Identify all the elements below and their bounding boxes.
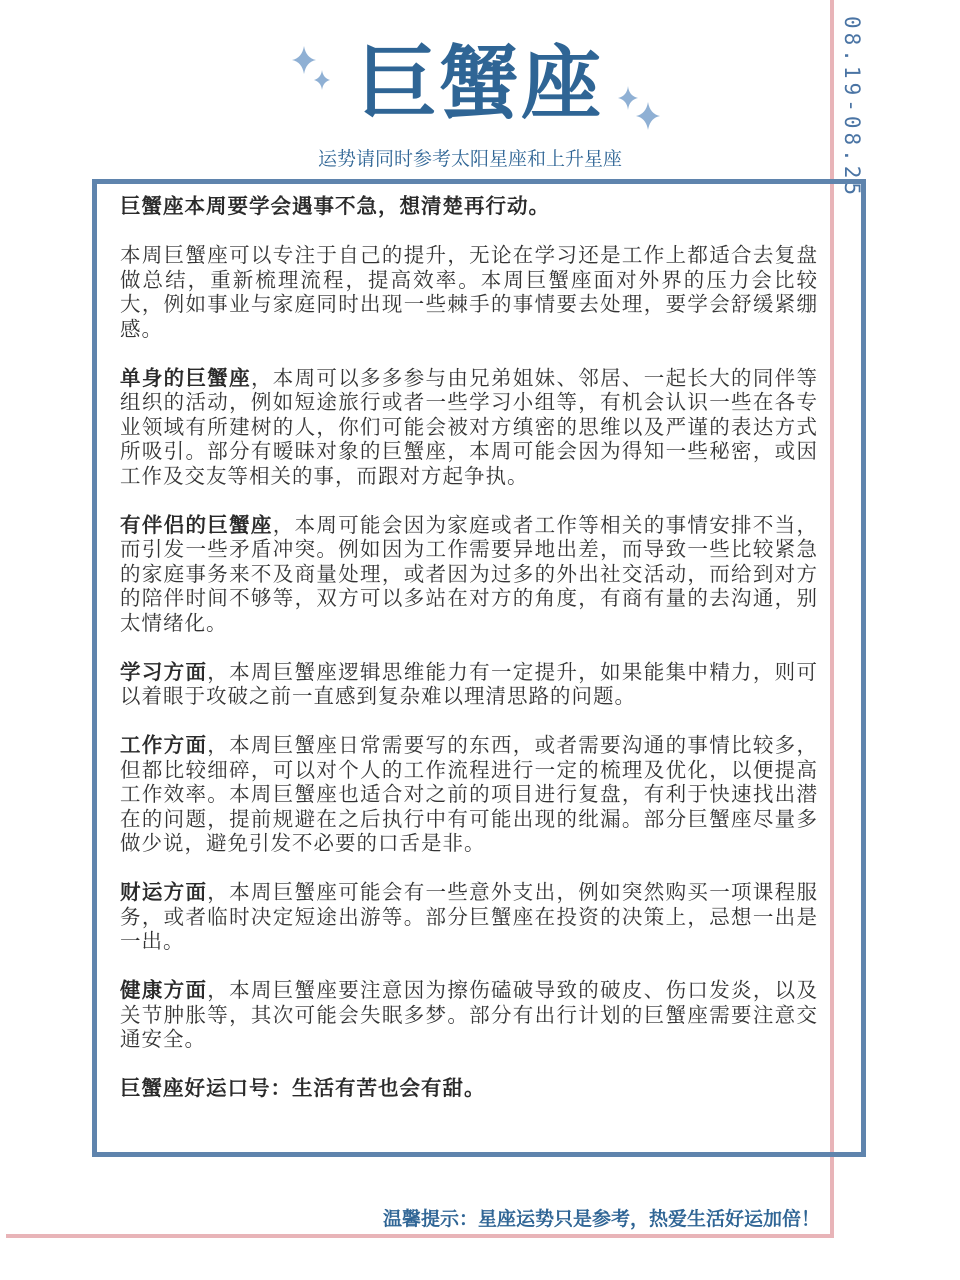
- section-text: ，本周可能会因为家庭或者工作等相关的事情安排不当，而引发一些矛盾冲突。例如因为工作需要异地出差，而导致一些比较紧急的家庭事务来不及商量处理，或者因为过多的外出社交活动，而给到对方的陪伴时间不够等，双方可以多站在对方的角度，有商有量的去沟通，别太情绪化。: [120, 512, 819, 635]
- section-paragraph: [120, 660, 818, 709]
- section-paragraph: [120, 733, 818, 856]
- section-label: 健康方面: [120, 978, 208, 1002]
- section-label: 学习方面: [120, 659, 208, 684]
- horoscope-body: [120, 194, 818, 1125]
- page-title: 巨蟹座: [357, 37, 603, 130]
- section-label: 单身的巨蟹座: [120, 365, 251, 390]
- section-text: ，本周巨蟹座要注意因为擦伤磕破导致的破皮、伤口发炎，以及关节肿胀等，其次可能会失眠多梦。部分有出行计划的巨蟹座需要注意交通安全。: [120, 978, 819, 1051]
- footer-tip: 温馨提示：星座运势只是参考，热爱生活好运加倍！: [382, 1208, 820, 1230]
- headline: 巨蟹座本周要学会遇事不急，想清楚再行动。: [120, 194, 550, 218]
- section-label: 财运方面: [120, 880, 208, 904]
- section-text: ，本周巨蟹座可能会有一些意外支出，例如突然购买一项课程服务，或者临时决定短途出游等。部分巨蟹座在投资的决策上，忌想一出是一出。: [120, 880, 819, 953]
- pink-horizontal-line: [6, 1234, 834, 1238]
- section-text: ，本周巨蟹座日常需要写的东西，或者需要沟通的事情比较多，但都比较细碎，可以对个人的工作流程进行一定的梳理及优化，以便提高工作效率。本周巨蟹座也适合对之前的项目进行复盘，有利于快速找出潜在的问题，提前规避在之后执行中有可能出现的纰漏。部分巨蟹座尽量多做少说，避免引发不必要的口舌是非。: [120, 733, 819, 855]
- subtitle: 运势请同时参考太阳星座和上升星座: [317, 148, 622, 170]
- slogan: 巨蟹座好运口号：生活有苦也会有甜。: [120, 1076, 486, 1100]
- section-label: 工作方面: [120, 733, 208, 757]
- section-label: 有伴侣的巨蟹座: [120, 512, 273, 537]
- section-paragraph: [120, 513, 818, 636]
- sparkle-icon: [286, 42, 338, 94]
- section-text: ，本周巨蟹座逻辑思维能力有一定提升，如果能集中精力，则可以着眼于攻破之前一直感到复杂难以理清思路的问题。: [120, 659, 819, 708]
- intro-paragraph: 本周巨蟹座可以专注于自己的提升，无论在学习还是工作上都适合去复盘做总结，重新梳理流程，提高效率。本周巨蟹座面对外界的压力会比较大，例如事业与家庭同时出现一些棘手的事情要去处理，要学会舒缓紧绷感。: [120, 243, 818, 341]
- section-paragraph: [120, 978, 818, 1052]
- section-text: ，本周可以多多参与由兄弟姐妹、邻居、一起长大的同伴等组织的活动，例如短途旅行或者一些学习小组等，有机会认识一些在各专业领域有所建树的人，你们可能会被对方缜密的思维以及严谨的表达方式所吸引。部分有暧昧对象的巨蟹座，本周可能会因为得知一些秘密，或因工作及交友等相关的事，而跟对方起争执。: [120, 365, 819, 488]
- section-paragraph: [120, 366, 818, 489]
- section-paragraph: [120, 880, 818, 954]
- date-range: 08.19-08.25: [840, 16, 864, 200]
